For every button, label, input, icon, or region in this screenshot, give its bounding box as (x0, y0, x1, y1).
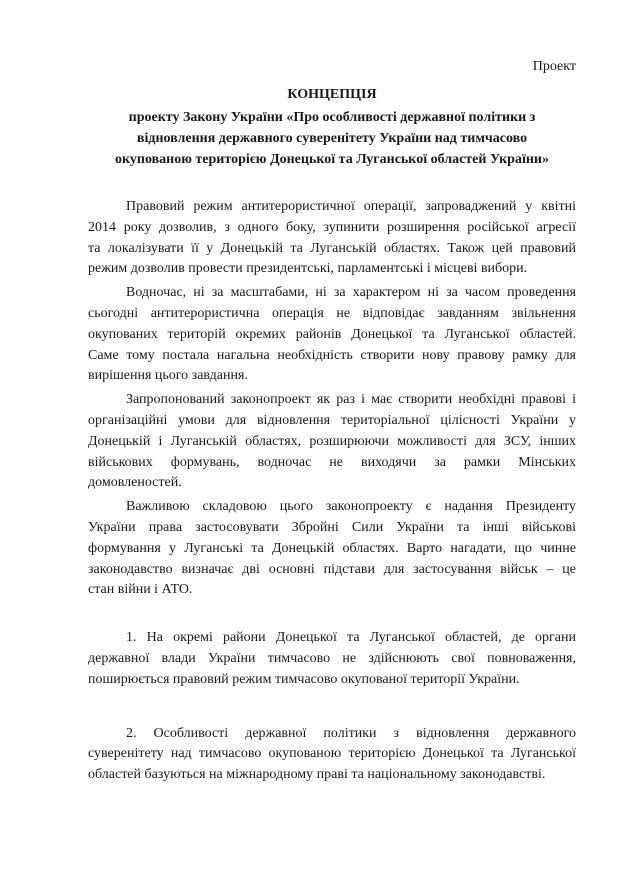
paragraph-legal-regime (88, 197, 576, 280)
section-spacer (88, 694, 576, 724)
text-line: формування у Луганські та Донецькій областях. Варто нагадати, що чинне (88, 540, 576, 556)
text-line: режим дозволив провести президентські, парламентські і місцеві вибори. (88, 261, 528, 277)
paragraph-bill-purpose (88, 390, 576, 494)
text-line: організаційні умови для відновлення територіальної цілісності України у (88, 412, 576, 428)
numbered-item-1 (88, 628, 576, 690)
text-line: законодавство визначає дві основні підстави для застосування військ – це (88, 561, 576, 577)
text-line: та локалізувати її у Донецькій та Луганській областях. Також цей правовий (88, 240, 576, 256)
subtitle-line: відновлення державного суверенітету України над тимчасово (136, 131, 528, 146)
text-line: Донецькій і Луганській областях, розширюючи можливості для ЗСУ, інших (88, 433, 576, 449)
text-line: Саме тому постала нагальна необхідність створити нову правову рамку для (88, 347, 576, 363)
text-line: Важливою складовою цього законопроекту є надання Президенту (126, 499, 576, 515)
text-line: окупованих територій окремих районів Донецької та Луганської областей. (88, 326, 576, 342)
text-line: 2014 року дозволив, з одного боку, зупинити розширення російської агресії (88, 219, 576, 235)
subtitle-line: проекту Закону України «Про особливості державної політики з (128, 110, 536, 125)
text-line: сьогодні антитерористична операція не відповідає завданням звільнення (88, 305, 576, 321)
text-line: 1. На окремі райони Донецької та Луганської областей, де органи (126, 630, 576, 646)
text-line: 2. Особливості державної політики з відновлення державного (126, 725, 576, 741)
document-title: КОНЦЕПЦІЯ (287, 87, 377, 102)
text-line: суверенітету над тимчасово окупованою територією Донецької та Луганської (88, 746, 576, 762)
document-subtitle (88, 107, 576, 170)
text-line: Запропонований законопроект як раз і має створити необхідні правові і (126, 392, 576, 408)
draft-stamp: Проект (532, 59, 576, 74)
text-line: вирішення цього завдання. (88, 368, 248, 384)
text-line: Правовий режим антитерористичної операції, запроваджений у квітні (126, 199, 576, 214)
text-line: державної влади України тимчасово не здійснюють свої повноваження, (88, 650, 576, 666)
text-line: України права застосовувати Збройні Сили України та інші військові (88, 519, 576, 535)
paragraph-president-powers (88, 497, 576, 601)
paragraph-current-situation (88, 283, 576, 387)
text-line: Водночас, ні за масштабами, ні за характером ні за часом проведення (126, 285, 576, 301)
text-line: поширюється правовий режим тимчасово окупованої території України. (88, 671, 520, 687)
subtitle-line: окупованою територією Донецької та Луганської областей України» (115, 152, 549, 167)
text-line: областей базуються на міжнародному праві та національному законодавстві. (88, 767, 546, 783)
document-body (88, 197, 576, 789)
section-spacer (88, 604, 576, 628)
text-line: стан війни і АТО. (88, 582, 193, 598)
numbered-item-2 (88, 724, 576, 786)
text-line: військових формувань, водночас не виходячи за рамки Мінських (88, 454, 576, 470)
text-line: домовленостей. (88, 475, 182, 491)
